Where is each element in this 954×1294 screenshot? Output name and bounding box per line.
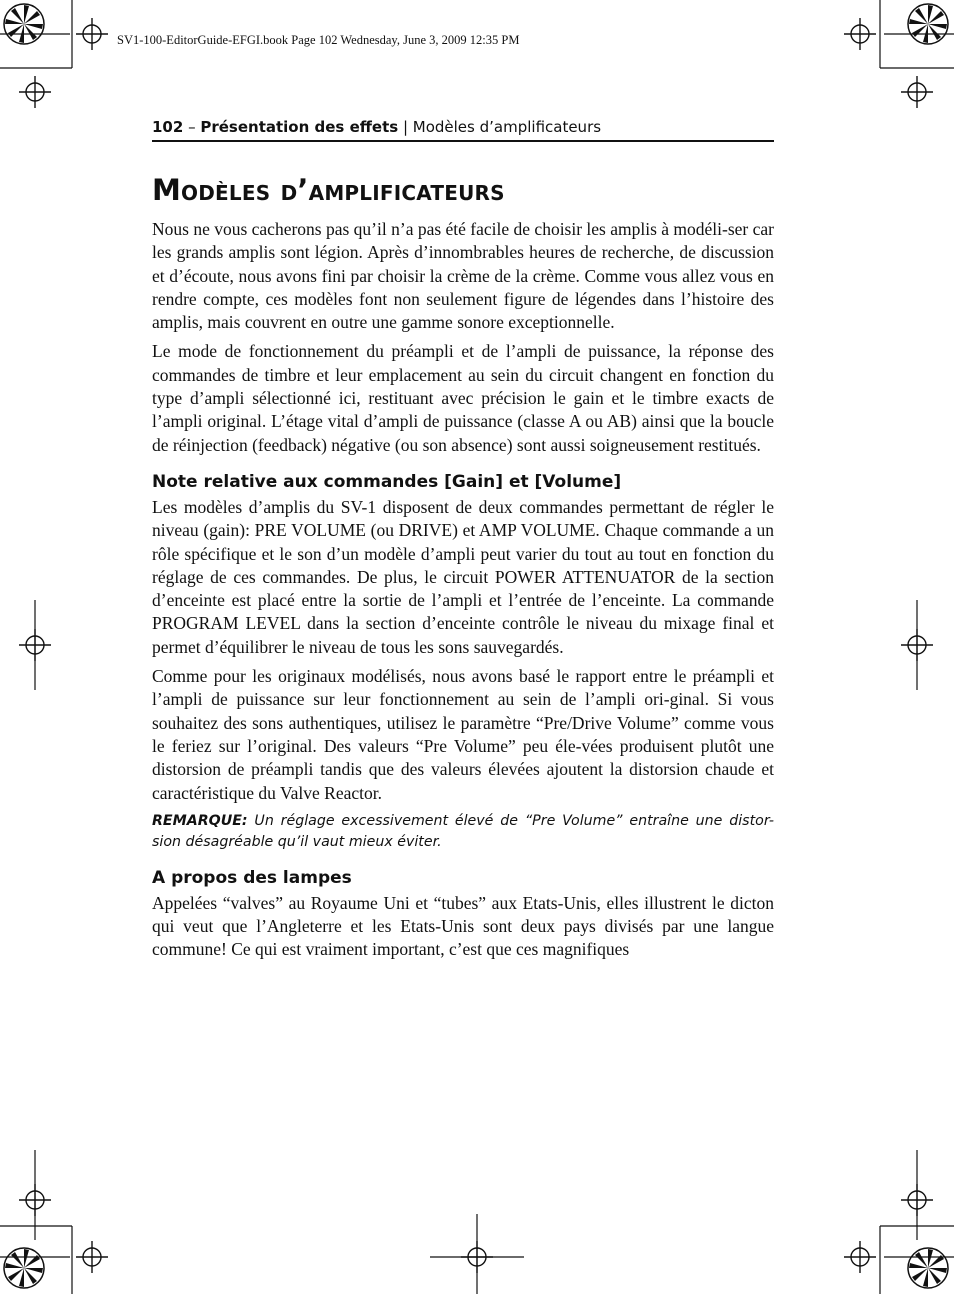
header-dash: – [183,118,201,136]
remark-text: Un réglage excessivement élevé de “Pre Volume” entraîne une distor-sion désagréable qu’il vaut mieux éviter. [152,812,774,850]
page-number: 102 [152,118,184,136]
body-paragraph: Appelées “valves” au Royaume Uni et “tubes” aux Etats-Unis, elles illustrent le dicton qui veut que l’Angleterre et les Etats-Unis sont deux pays divisés par une langue commune! Ce qui est vraiment important, c’est que ces magnifiques [152,892,774,960]
intro-paragraph: Nous ne vous cacherons pas qu’il n’a pas été facile de choisir les amplis à modéli-ser car les grands amplis sont légion. Après d’innombrables heures de recherche, de discussion et d’écoute, nous avons fini par choisir la crème de la crème. Comme vous allez vous en rendre compte, ces modèles font non seulement figure de légendes dans l’histoire des amplis, mais couvrent en outre une gamme sonore exceptionnelle. [152,219,775,333]
section-heading-lampes: A propos des lampes [152,867,352,888]
body-paragraph: Les modèles d’amplis du SV-1 disposent de deux commandes permettant de régler le niveau (gain): PRE VOLUME (ou DRIVE) et AMP VOLUME. Chaque commande a un rôle spécifique et le son d’un modèle d’ampli peut varier du tout au tout en fonction du réglage de ces commandes. De plus, le circuit POWER ATTENUATOR de la section d’enceinte est placé entre la sortie de l’ampli et l’entrée de l’enceinte. La commande PROGRAM LEVEL dans la section d’enceinte contrôle le niveau du mixage final et permet d’équilibrer le niveau de tous les sons sauvegardés. [152,496,774,657]
header-subsection: Modèles d’amplificateurs [412,118,602,136]
body-paragraph: Comme pour les originaux modélisés, nous avons basé le rapport entre le préampli et l’ampli de puissance sur leur fonctionnement au sein de l’ampli ori-ginal. Si vous souhaitez des sons authentiques, utilisez le paramètre “Pre/Drive Volume” comme vous le feriez sur l’original. Des valeurs “Pre Volume” peu éle-vées produisent plutôt une distorsion de préampli tandis que des valeurs élevées ajoutent la distorsion chaude et caractéristique du Valve Reactor. [152,666,774,803]
print-slug: SV1-100-EditorGuide-EFGI.book Page 102 Wednesday, June 3, 2009 12:35 PM [117,33,520,47]
header-section: Présentation des effets [200,118,399,136]
remark-label: REMARQUE: [152,812,248,829]
section-heading-gain-volume: Note relative aux commandes [Gain] et [Volume] [152,471,622,492]
page-body [152,170,774,968]
remark-note [152,811,774,853]
page-title: Modèles d’amplificateurs [152,173,505,207]
running-header [152,118,774,142]
header-divider: | [398,118,413,136]
intro-paragraph: Le mode de fonctionnement du préampli et de l’ampli de puissance, la réponse des commandes de timbre et leur emplacement au sein du circuit changent en fonction du type d’ampli sélectionné ici, restituant avec précision le gain et le timbre exacts de l’ampli original. L’étage vital d’ampli de puissance (classe A ou AB) ainsi que la boucle de réinjection (feedback) négative (ou son absence) sont aussi soigneusement restitués. [152,341,774,455]
